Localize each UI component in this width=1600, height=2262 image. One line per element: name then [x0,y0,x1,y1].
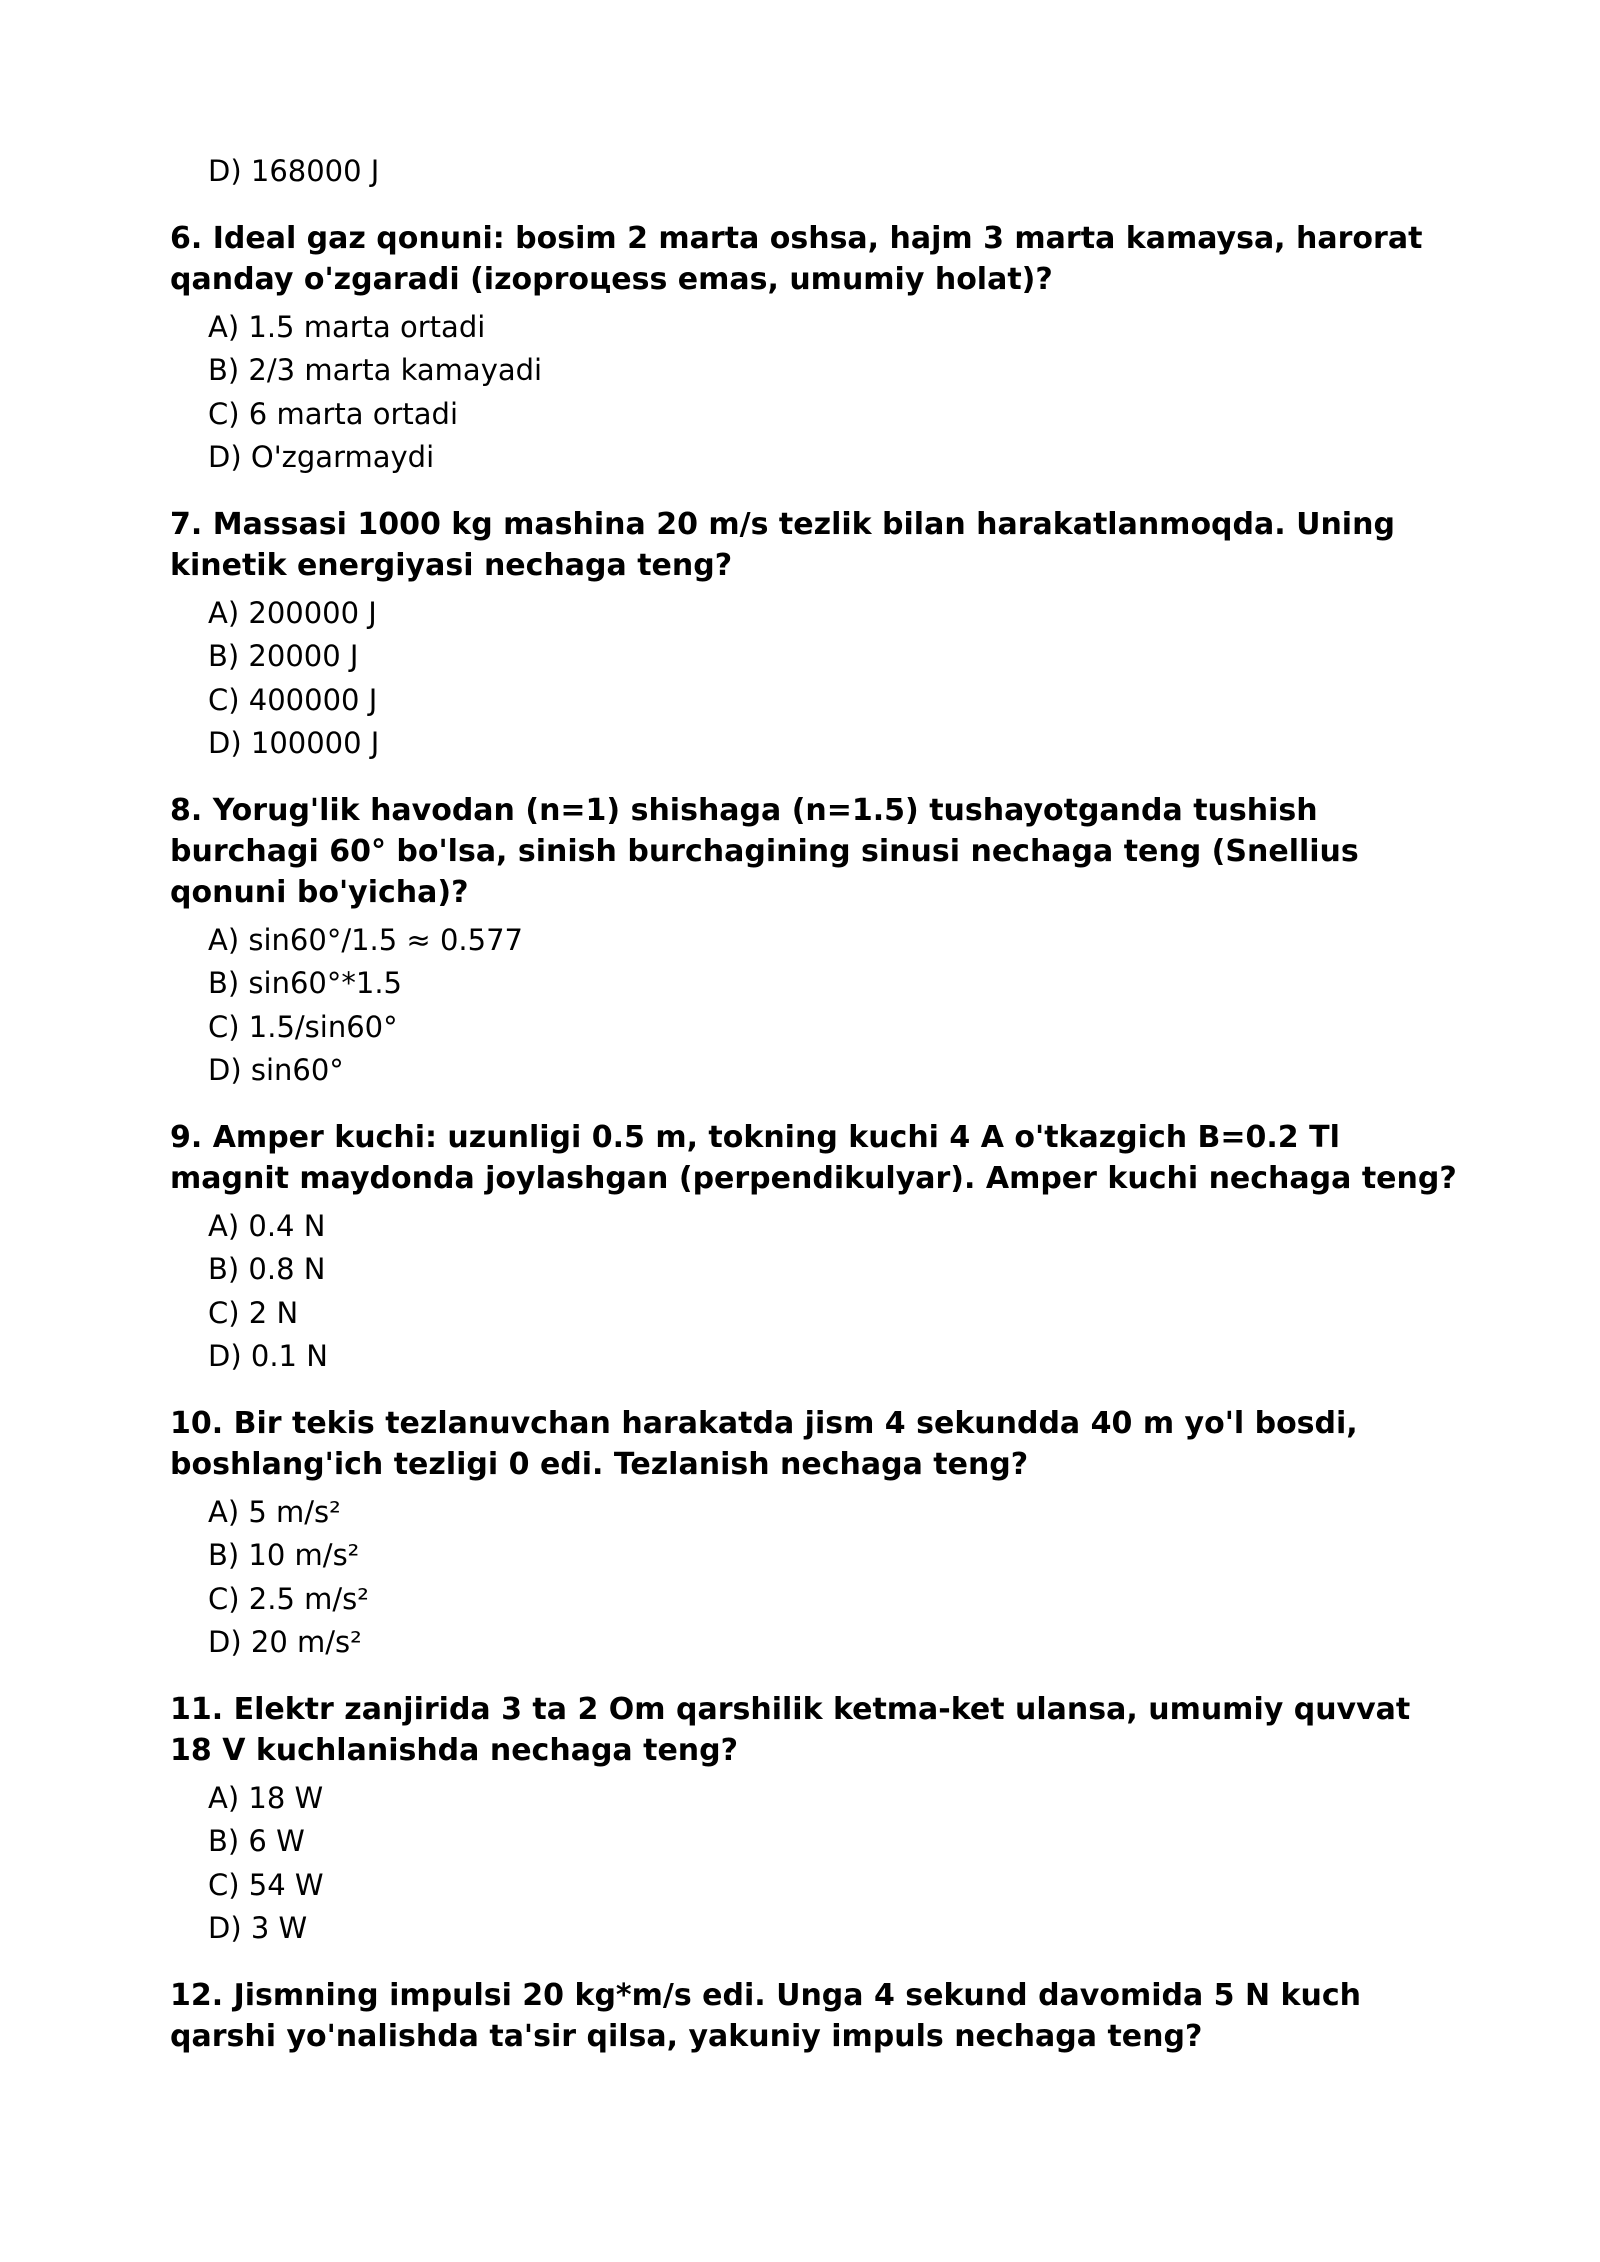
option-list [208,919,1460,1093]
question-10 [170,1403,1460,1665]
question-7 [170,504,1460,766]
lead-option-list [208,150,1460,194]
question-11 [170,1689,1460,1951]
question-text: 9. Amper kuchi: uzunligi 0.5 m, tokning kuchi 4 A o'tkazgich B=0.2 Tl magnit maydonda joylashgan (perpendikulyar). Amper kuchi nechaga teng? [170,1119,1457,1196]
option-d: D) 3 W [208,1911,308,1945]
option-a: A) 1.5 marta ortadi [208,309,486,344]
option-c: C) 2 N [208,1295,299,1330]
option-d: D) 0.1 N [208,1339,328,1373]
question-6 [170,218,1460,480]
option-c: C) 6 marta ortadi [208,396,459,431]
option-list [208,592,1460,766]
option-a: A) 0.4 N [208,1208,326,1243]
option-b: B) sin60°*1.5 [208,966,402,1000]
option: D) 168000 J [208,154,380,188]
question-9 [170,1117,1460,1379]
option-d: D) sin60° [208,1053,344,1087]
question-text: 7. Massasi 1000 kg mashina 20 m/s tezlik bilan harakatlanmoqda. Uning kinetik energiyasi nechaga teng? [170,506,1395,583]
question-text: 10. Bir tekis tezlanuvchan harakatda jism 4 sekundda 40 m yo'l bosdi, boshlang'ich tezligi 0 edi. Tezlanish nechaga teng? [170,1405,1358,1482]
option-b: B) 10 m/s² [208,1538,360,1572]
question-text: 11. Elektr zanjirida 3 ta 2 Om qarshilik ketma-ket ulansa, umumiy quvvat 18 V kuchlanishda nechaga teng? [170,1691,1411,1768]
option-b: B) 6 W [208,1824,305,1858]
question-8 [170,790,1460,1093]
question-12 [170,1975,1460,2057]
question-text: 6. Ideal gaz qonuni: bosim 2 marta oshsa, hajm 3 marta kamaysa, harorat qanday o'zgaradi (izoprоцess emas, umumiy holat)? [170,220,1423,297]
question-text: 8. Yorug'lik havodan (n=1) shishaga (n=1.5) tushayotganda tushish burchagi 60° bo'lsa, sinish burchagining sinusi nechaga teng (Snellius qonuni bo'yicha)? [170,792,1359,910]
option-a: A) sin60°/1.5 ≈ 0.577 [208,922,523,957]
option-a: A) 5 m/s² [208,1494,341,1529]
option-c: C) 400000 J [208,682,378,717]
option-a: A) 18 W [208,1780,324,1815]
option-c: C) 54 W [208,1867,324,1902]
option-list [208,306,1460,480]
option-b: B) 20000 J [208,639,359,673]
option-list [208,1205,1460,1379]
option-b: B) 0.8 N [208,1252,326,1286]
option-a: A) 200000 J [208,595,377,630]
document-page [170,150,1460,2067]
option-d: D) 100000 J [208,726,380,760]
option-c: C) 1.5/sin60° [208,1009,398,1044]
question-text: 12. Jismning impulsi 20 kg*m/s edi. Unga 4 sekund davomida 5 N kuch qarshi yo'nalishda ta'sir qilsa, yakuniy impuls nechaga teng? [170,1977,1361,2054]
option-list [208,1777,1460,1951]
option-c: C) 2.5 m/s² [208,1581,369,1616]
option-d: D) 20 m/s² [208,1625,362,1659]
option-d: D) O'zgarmaydi [208,440,435,474]
option-b: B) 2/3 marta kamayadi [208,353,543,387]
option-list [208,1491,1460,1665]
